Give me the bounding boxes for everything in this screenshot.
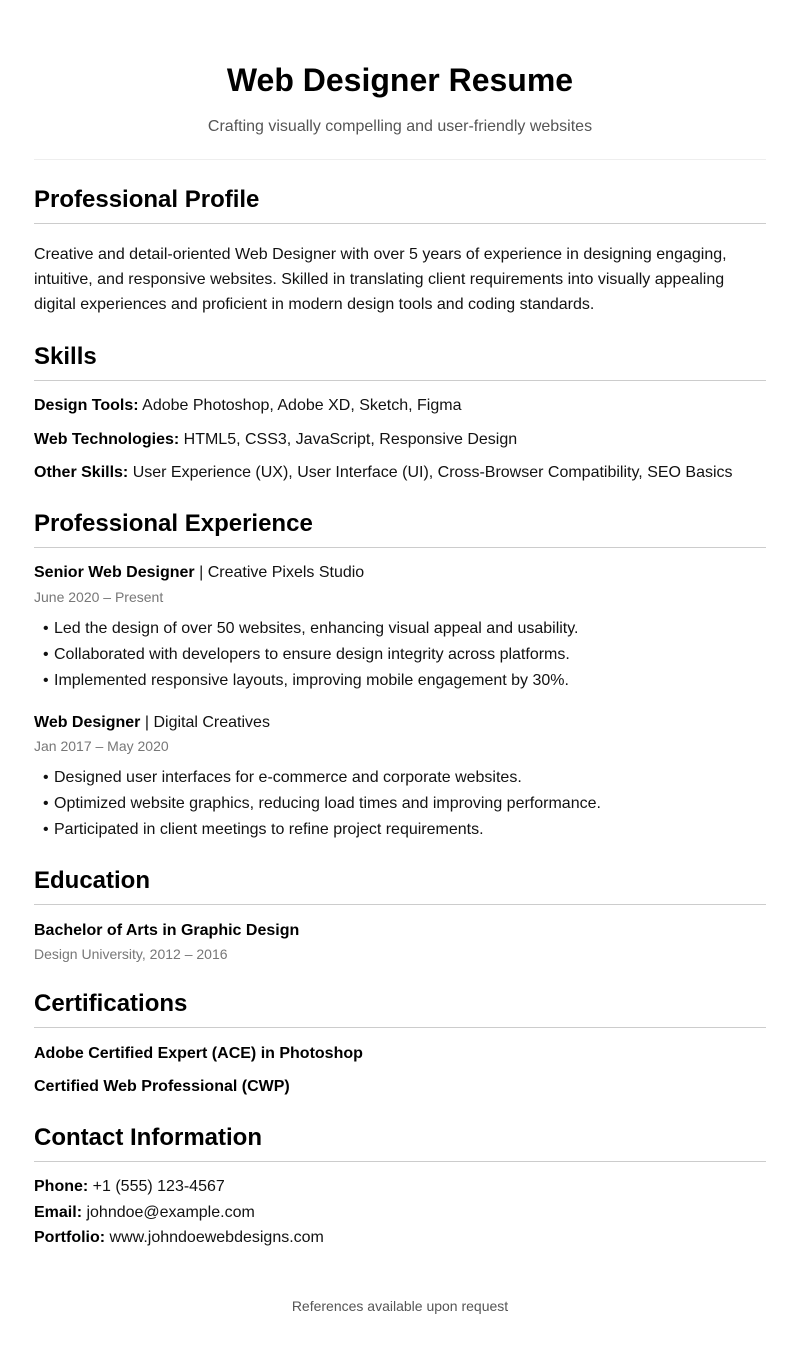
- contact-label: Email:: [34, 1204, 83, 1221]
- list-item: • Led the design of over 50 websites, enhancing visual appeal and usability.: [34, 616, 766, 642]
- skill-row: [34, 427, 766, 452]
- list-item: • Participated in client meetings to refine project requirements.: [34, 817, 766, 843]
- skill-value: Adobe Photoshop, Adobe XD, Sketch, Figma: [138, 397, 462, 414]
- list-item: • Implemented responsive layouts, improving mobile engagement by 30%.: [34, 668, 766, 694]
- section-heading-certifications: Certifications: [34, 990, 766, 1028]
- contact-label: Portfolio:: [34, 1229, 106, 1246]
- page-subtitle: Crafting visually compelling and user-friendly websites: [207, 118, 593, 135]
- list-item: • Designed user interfaces for e-commerce and corporate websites.: [34, 765, 766, 791]
- contact-value: www.johndoewebdesigns.com: [105, 1229, 324, 1246]
- section-heading-skills: Skills: [34, 343, 766, 381]
- job-dates: June 2020 – Present: [34, 589, 164, 605]
- certification-item: Certified Web Professional (CWP): [34, 1078, 290, 1095]
- skill-row: [34, 460, 766, 485]
- job-title-line: [34, 710, 766, 735]
- job-company: | Creative Pixels Studio: [194, 564, 365, 581]
- page-title: Web Designer Resume: [226, 62, 574, 98]
- job-company: | Digital Creatives: [140, 714, 270, 731]
- skill-row: [34, 393, 766, 418]
- education-school: Design University, 2012 – 2016: [34, 946, 228, 962]
- section-heading-profile: Professional Profile: [34, 186, 766, 224]
- contact-phone: [34, 1174, 766, 1199]
- skill-label: Web Technologies:: [34, 431, 180, 448]
- section-heading-experience: Professional Experience: [34, 510, 766, 548]
- job-responsibilities: [34, 616, 766, 694]
- job-title: Web Designer: [34, 714, 141, 731]
- contact-portfolio: [34, 1225, 766, 1250]
- skill-label: Other Skills:: [34, 464, 129, 481]
- section-heading-contact: Contact Information: [34, 1124, 766, 1162]
- certification-item: Adobe Certified Expert (ACE) in Photoshop: [34, 1045, 363, 1062]
- references-note: References available upon request: [291, 1298, 509, 1314]
- skill-label: Design Tools:: [34, 397, 139, 414]
- list-item: • Collaborated with developers to ensure design integrity across platforms.: [34, 642, 766, 668]
- contact-value: johndoe@example.com: [82, 1204, 255, 1221]
- skill-value: User Experience (UX), User Interface (UI), Cross-Browser Compatibility, SEO Basics: [128, 464, 733, 481]
- job-responsibilities: [34, 765, 766, 843]
- contact-label: Phone:: [34, 1178, 89, 1195]
- job-dates: Jan 2017 – May 2020: [34, 738, 169, 754]
- education-degree: Bachelor of Arts in Graphic Design: [34, 922, 300, 939]
- job-title-line: [34, 560, 766, 585]
- contact-email: [34, 1200, 766, 1225]
- profile-summary: Creative and detail-oriented Web Designer with over 5 years of experience in designing engaging, intuitive, and responsive websites. Skilled in translating client requirements into visually appealing digital experiences and proficient in modern design tools and coding standards.: [34, 246, 727, 313]
- contact-value: +1 (555) 123-4567: [88, 1178, 225, 1195]
- job-title: Senior Web Designer: [34, 564, 195, 581]
- section-heading-education: Education: [34, 867, 766, 905]
- skill-value: HTML5, CSS3, JavaScript, Responsive Design: [179, 431, 518, 448]
- list-item: • Optimized website graphics, reducing load times and improving performance.: [34, 791, 766, 817]
